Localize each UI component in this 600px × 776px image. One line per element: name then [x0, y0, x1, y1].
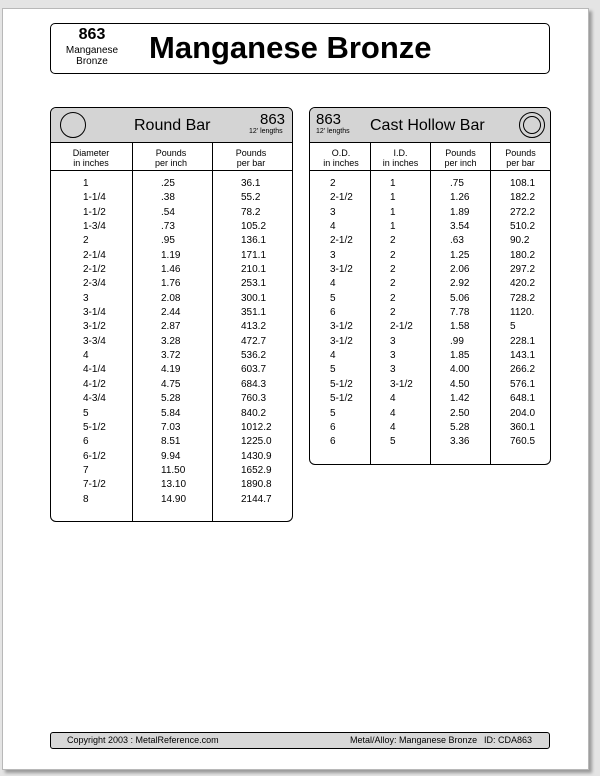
- table-cell: 1-3/4: [83, 221, 106, 233]
- col-header-pounds-per-bar: Pounds per bar: [505, 148, 536, 168]
- hollow-bar-title: Cast Hollow Bar: [370, 117, 485, 134]
- table-cell: 1.85: [450, 350, 470, 362]
- per-bar-column: [241, 177, 272, 507]
- col-header-diameter: Diameter in inches: [72, 148, 110, 168]
- od-column: [330, 177, 353, 450]
- table-cell: 7-1/2: [83, 479, 106, 491]
- table-cell: 1.19: [161, 249, 181, 261]
- table-cell: 2.50: [450, 407, 470, 419]
- table-cell: .95: [161, 235, 175, 247]
- table-cell: 3.28: [161, 335, 181, 347]
- table-cell: 1225.0: [241, 436, 272, 448]
- table-cell: 4-1/2: [83, 378, 106, 390]
- table-cell: 648.1: [510, 393, 536, 405]
- cast-hollow-bar-table: [309, 107, 551, 465]
- col-header-id: I.D. in inches: [382, 148, 419, 168]
- table-cell: 5: [83, 407, 89, 419]
- hollow-bar-number: 863: [316, 111, 342, 128]
- table-cell: 143.1: [510, 350, 536, 362]
- table-cell: 3-1/4: [83, 307, 106, 319]
- table-cell: 3.72: [161, 350, 181, 362]
- table-cell: 2.44: [161, 307, 181, 319]
- table-cell: 55.2: [241, 192, 261, 204]
- table-cell: 7: [83, 464, 89, 476]
- table-cell: 3.36: [450, 436, 470, 448]
- table-cell: 2-1/4: [83, 249, 106, 261]
- round-bar-title: Round Bar: [134, 117, 211, 134]
- table-cell: 5: [330, 292, 336, 304]
- table-cell: 3.54: [450, 221, 470, 233]
- table-cell: 4-3/4: [83, 393, 106, 405]
- table-cell: 360.1: [510, 421, 536, 433]
- id-column: [390, 177, 413, 450]
- table-cell: 2-1/2: [330, 192, 353, 204]
- table-cell: 4: [330, 350, 336, 362]
- table-cell: 136.1: [241, 235, 267, 247]
- round-bar-lengths: 12' lengths: [249, 128, 283, 135]
- footer-bar: [50, 732, 550, 749]
- table-cell: 6: [330, 436, 336, 448]
- table-cell: 1: [83, 178, 89, 189]
- table-cell: 180.2: [510, 249, 536, 261]
- table-cell: 3-1/2: [330, 321, 353, 333]
- table-cell: 1-1/4: [83, 192, 106, 204]
- table-cell: 266.2: [510, 364, 536, 376]
- table-cell: 78.2: [241, 206, 261, 218]
- column-divider: [132, 142, 133, 521]
- copyright-text: Copyright 2003 : MetalReference.com: [67, 735, 219, 745]
- table-cell: 4-1/4: [83, 364, 106, 376]
- table-cell: 36.1: [241, 178, 261, 189]
- table-cell: .25: [161, 178, 175, 189]
- table-cell: 510.2: [510, 221, 536, 233]
- header-divider: [51, 170, 292, 171]
- table-cell: 7.03: [161, 421, 181, 433]
- table-cell: 7.78: [450, 307, 470, 319]
- table-cell: 5: [390, 436, 396, 448]
- table-cell: 2: [390, 249, 396, 261]
- hollow-bar-title-band: [310, 108, 550, 143]
- table-cell: 5: [510, 321, 516, 333]
- table-cell: 182.2: [510, 192, 536, 204]
- table-cell: 2: [390, 307, 396, 319]
- table-cell: 5.28: [161, 393, 181, 405]
- table-cell: 1: [390, 221, 396, 233]
- table-cell: 1: [390, 178, 396, 189]
- table-cell: 728.2: [510, 292, 536, 304]
- table-cell: 3: [83, 292, 89, 304]
- table-cell: 8.51: [161, 436, 181, 448]
- table-cell: 8: [83, 493, 89, 505]
- table-cell: 9.94: [161, 450, 181, 462]
- hollow-bar-lengths: 12' lengths: [316, 128, 350, 135]
- round-bar-title-band: [51, 108, 292, 143]
- table-cell: .73: [161, 221, 175, 233]
- alloy-label: Metal/Alloy: Manganese Bronze: [350, 735, 478, 745]
- table-cell: 3: [390, 364, 396, 376]
- table-cell: 5-1/2: [330, 378, 353, 390]
- per-inch-column: [161, 177, 186, 507]
- table-cell: 2: [390, 235, 396, 247]
- table-cell: 3-1/2: [390, 378, 413, 390]
- table-cell: 684.3: [241, 378, 267, 390]
- table-cell: 3: [390, 335, 396, 347]
- table-cell: 2: [390, 264, 396, 276]
- table-cell: 2: [390, 292, 396, 304]
- table-cell: 1: [390, 206, 396, 218]
- table-cell: 1.42: [450, 393, 470, 405]
- table-cell: 108.1: [510, 178, 536, 189]
- table-cell: 4.19: [161, 364, 181, 376]
- hollow-circle-icon: [519, 112, 545, 138]
- table-cell: 253.1: [241, 278, 267, 290]
- table-cell: 1652.9: [241, 464, 272, 476]
- table-cell: 1430.9: [241, 450, 272, 462]
- table-cell: 4.75: [161, 378, 181, 390]
- table-cell: 6: [330, 421, 336, 433]
- table-cell: 2-1/2: [390, 321, 413, 333]
- table-cell: 4: [330, 278, 336, 290]
- round-bar-number: 863: [260, 111, 286, 128]
- table-cell: 13.10: [161, 479, 187, 491]
- table-cell: 6: [83, 436, 89, 448]
- col-header-pounds-per-inch: Pounds per inch: [444, 148, 477, 168]
- column-divider: [212, 142, 213, 521]
- table-cell: 90.2: [510, 235, 530, 247]
- table-cell: 3-3/4: [83, 335, 106, 347]
- header-box: [50, 23, 550, 74]
- table-cell: 1-1/2: [83, 206, 106, 218]
- alloy-name-line2: Bronze: [76, 56, 108, 67]
- col-header-od: O.D. in inches: [323, 148, 359, 168]
- table-cell: 171.1: [241, 249, 267, 261]
- table-cell: 300.1: [241, 292, 267, 304]
- per-inch-column: [450, 177, 469, 450]
- table-cell: 4: [330, 221, 336, 233]
- table-cell: 2-1/2: [330, 235, 353, 247]
- table-cell: 2: [83, 235, 89, 247]
- table-cell: 5-1/2: [83, 421, 106, 433]
- alloy-name-line1: Manganese: [65, 45, 119, 56]
- table-cell: 3-1/2: [330, 264, 353, 276]
- table-cell: .38: [161, 192, 175, 204]
- table-cell: 6-1/2: [83, 450, 106, 462]
- table-cell: 760.5: [510, 436, 536, 448]
- table-cell: 840.2: [241, 407, 267, 419]
- table-cell: 576.1: [510, 378, 536, 390]
- table-cell: .63: [450, 235, 464, 247]
- table-cell: 105.2: [241, 221, 267, 233]
- id-label: ID: CDA863: [484, 735, 533, 745]
- column-divider: [490, 142, 491, 464]
- column-divider: [430, 142, 431, 464]
- table-cell: 3: [390, 350, 396, 362]
- table-cell: 2.08: [161, 292, 181, 304]
- col-header-pounds-per-bar: Pounds per bar: [235, 148, 267, 168]
- table-cell: 5-1/2: [330, 393, 353, 405]
- table-cell: 4: [390, 393, 396, 405]
- table-cell: 272.2: [510, 206, 536, 218]
- table-cell: 297.2: [510, 264, 536, 276]
- table-cell: 5: [330, 407, 336, 419]
- table-cell: 603.7: [241, 364, 267, 376]
- table-cell: 5.28: [450, 421, 470, 433]
- table-cell: 420.2: [510, 278, 536, 290]
- table-cell: 4.50: [450, 378, 470, 390]
- table-cell: 4: [83, 350, 89, 362]
- table-cell: 3: [330, 206, 336, 218]
- column-divider: [370, 142, 371, 464]
- table-cell: .54: [161, 206, 175, 218]
- table-cell: 472.7: [241, 335, 267, 347]
- solid-circle-icon: [60, 112, 86, 138]
- table-cell: 2-1/2: [83, 264, 106, 276]
- diameter-column: [83, 177, 106, 507]
- table-cell: 1.46: [161, 264, 181, 276]
- table-cell: 1120.: [510, 307, 535, 319]
- table-cell: 4: [390, 407, 396, 419]
- table-cell: 204.0: [510, 407, 536, 419]
- table-cell: 1890.8: [241, 479, 272, 491]
- table-cell: 3-1/2: [83, 321, 106, 333]
- table-cell: 536.2: [241, 350, 267, 362]
- table-cell: 1.58: [450, 321, 470, 333]
- table-cell: 1.76: [161, 278, 181, 290]
- alloy-code: 863: [78, 26, 106, 43]
- table-cell: 2.92: [450, 278, 470, 290]
- table-cell: .99: [450, 335, 464, 347]
- table-cell: 2.87: [161, 321, 181, 333]
- table-cell: 2: [330, 178, 336, 189]
- table-cell: 3: [330, 249, 336, 261]
- table-cell: 5.06: [450, 292, 470, 304]
- table-cell: 6: [330, 307, 336, 319]
- table-cell: .75: [450, 178, 464, 189]
- table-cell: 3-1/2: [330, 335, 353, 347]
- table-cell: 210.1: [241, 264, 267, 276]
- table-cell: 351.1: [241, 307, 267, 319]
- table-cell: 413.2: [241, 321, 267, 333]
- page-title: Manganese Bronze: [149, 30, 432, 65]
- per-bar-column: [510, 177, 535, 450]
- table-cell: 1012.2: [241, 421, 272, 433]
- table-cell: 4: [390, 421, 396, 433]
- table-cell: 2144.7: [241, 493, 272, 505]
- table-cell: 14.90: [161, 493, 187, 505]
- table-cell: 2: [390, 278, 396, 290]
- table-cell: 1.26: [450, 192, 470, 204]
- table-cell: 2.06: [450, 264, 470, 276]
- table-cell: 5: [330, 364, 336, 376]
- table-cell: 228.1: [510, 335, 536, 347]
- table-cell: 4.00: [450, 364, 470, 376]
- table-cell: 760.3: [241, 393, 267, 405]
- col-header-pounds-per-inch: Pounds per inch: [154, 148, 188, 168]
- round-bar-table: [50, 107, 293, 522]
- table-cell: 1.25: [450, 249, 470, 261]
- table-cell: 2-3/4: [83, 278, 106, 290]
- table-cell: 1: [390, 192, 396, 204]
- table-cell: 11.50: [161, 464, 186, 476]
- table-cell: 5.84: [161, 407, 181, 419]
- table-cell: 1.89: [450, 206, 470, 218]
